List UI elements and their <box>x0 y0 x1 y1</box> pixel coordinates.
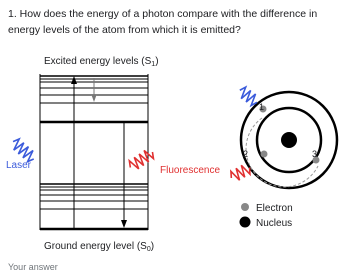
orbit-label-1: 1 <box>259 102 265 112</box>
legend-electron-icon <box>241 203 249 211</box>
legend-electron-label: Electron <box>256 203 293 214</box>
legend-nucleus-icon <box>240 217 251 228</box>
legend-nucleus-label: Nucleus <box>256 218 293 229</box>
ground-level-label: Ground energy level $(S_0)$ <box>44 241 155 253</box>
electron-2-icon <box>261 151 268 158</box>
atom-model <box>241 92 337 188</box>
question-text: 1. How does the energy of a photon compare with the difference in energy levels of the atom from which it is emitted? <box>8 8 318 36</box>
fluorescence-label: Fluorescence <box>160 165 221 176</box>
laser-label: Laser <box>6 160 32 171</box>
fluorescence-wave-icon <box>127 147 156 172</box>
emission-arrow <box>121 122 127 228</box>
answer-input[interactable]: Your answer <box>8 262 58 272</box>
orbit-label-3: 3 <box>312 149 318 159</box>
absorption-arrow <box>71 76 77 229</box>
ground-levels <box>40 184 148 229</box>
nucleus-icon <box>281 132 297 148</box>
orbit-label-2: 2 <box>243 149 249 159</box>
legend <box>240 203 293 229</box>
excited-levels-label: Excited energy levels $(S_1)$ <box>44 56 159 68</box>
